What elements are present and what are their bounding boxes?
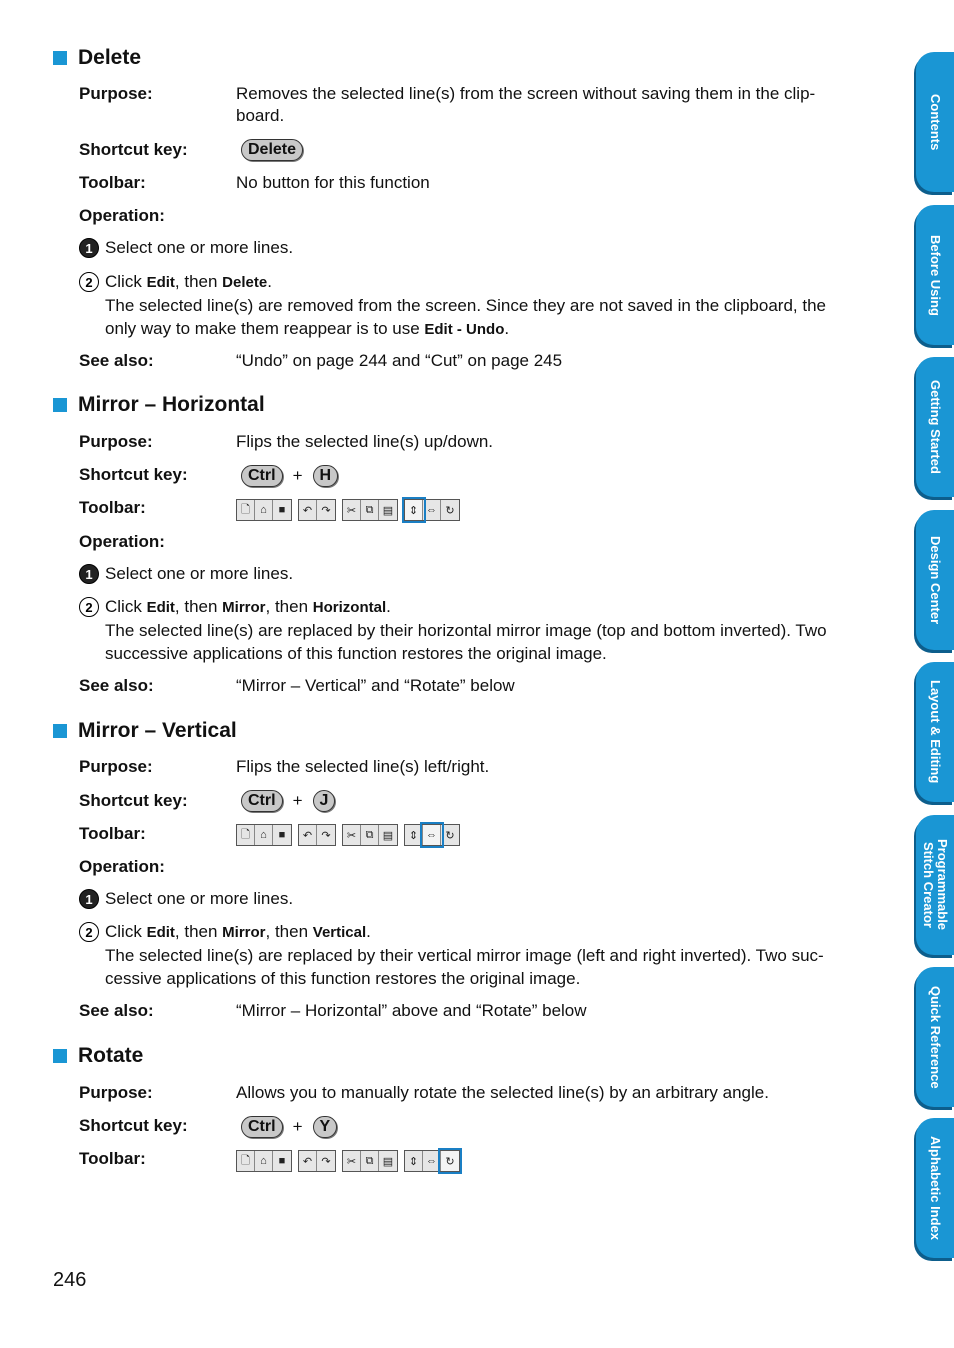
toolbar-transform-group bbox=[404, 1150, 460, 1172]
plus-sign: + bbox=[292, 1117, 303, 1136]
page-number: 246 bbox=[53, 1269, 87, 1291]
operation-label: Operation: bbox=[79, 206, 165, 225]
rotate-icon: ↻ bbox=[441, 1151, 459, 1171]
see-also-label: See also: bbox=[79, 1001, 154, 1020]
purpose-label: Purpose: bbox=[79, 432, 153, 451]
shortcut-keys bbox=[241, 1116, 337, 1138]
key-ctrl: Ctrl bbox=[241, 790, 283, 812]
new-icon: 🗋 bbox=[237, 825, 255, 845]
cut-icon: ✂ bbox=[343, 825, 361, 845]
shortcut-keys bbox=[241, 465, 338, 487]
cut-icon: ✂ bbox=[343, 500, 361, 520]
tab-programmable-stitch-creator[interactable]: Programmable Stitch Creator bbox=[916, 815, 954, 955]
square-bullet-icon bbox=[53, 724, 67, 738]
shortcut-keys bbox=[241, 139, 303, 161]
see-also-text: “Undo” on page 244 and “Cut” on page 245 bbox=[236, 351, 563, 370]
key-h: H bbox=[313, 465, 339, 487]
toolbar-text: No button for this function bbox=[236, 173, 430, 192]
toolbar-transform-group bbox=[404, 499, 460, 521]
tab-layout-editing[interactable]: Layout & Editing bbox=[916, 662, 954, 802]
see-also-label: See also: bbox=[79, 351, 154, 370]
save-icon: ■ bbox=[273, 1151, 291, 1171]
toolbar-clipboard-group bbox=[342, 1150, 398, 1172]
rotate-icon: ↻ bbox=[441, 825, 459, 845]
purpose-text: Flips the selected line(s) left/right. bbox=[236, 757, 490, 776]
toolbar-label: Toolbar: bbox=[79, 1149, 146, 1168]
square-bullet-icon bbox=[53, 51, 67, 65]
new-icon: 🗋 bbox=[237, 1151, 255, 1171]
copy-icon: ⧉ bbox=[361, 1151, 379, 1171]
mirror-horizontal-icon: ⇕ bbox=[405, 1151, 423, 1171]
step-number-2: 2 bbox=[79, 922, 99, 942]
mirror-horizontal-icon: ⇕ bbox=[405, 825, 423, 845]
square-bullet-icon bbox=[53, 398, 67, 412]
step-number-1: 1 bbox=[79, 564, 99, 584]
shortcut-label: Shortcut key: bbox=[79, 140, 188, 159]
redo-icon: ↷ bbox=[317, 500, 335, 520]
section-title-mirror-vertical: Mirror – Vertical bbox=[53, 719, 237, 743]
paste-icon: ▤ bbox=[379, 825, 397, 845]
purpose-label: Purpose: bbox=[79, 757, 153, 776]
rotate-icon: ↻ bbox=[441, 500, 459, 520]
see-also-text: “Mirror – Vertical” and “Rotate” below bbox=[236, 676, 515, 695]
step-number-1: 1 bbox=[79, 889, 99, 909]
open-icon: ⌂ bbox=[255, 500, 273, 520]
plus-sign: + bbox=[292, 791, 303, 810]
key-ctrl: Ctrl bbox=[241, 465, 283, 487]
step-1-text: Select one or more lines. bbox=[105, 238, 294, 257]
key-ctrl: Ctrl bbox=[241, 1116, 283, 1138]
save-icon: ■ bbox=[273, 500, 291, 520]
new-icon: 🗋 bbox=[237, 500, 255, 520]
key-j: J bbox=[313, 790, 336, 812]
step-number-2: 2 bbox=[79, 597, 99, 617]
mirror-horizontal-icon: ⇕ bbox=[405, 500, 423, 520]
step-number-1: 1 bbox=[79, 238, 99, 258]
toolbar-transform-group bbox=[404, 824, 460, 846]
tab-alphabetic-index[interactable]: Alphabetic Index bbox=[916, 1118, 954, 1258]
shortcut-label: Shortcut key: bbox=[79, 791, 188, 810]
paste-icon: ▤ bbox=[379, 500, 397, 520]
toolbar-label: Toolbar: bbox=[79, 498, 146, 517]
toolbar-file-group bbox=[236, 1150, 292, 1172]
section-title-mirror-horizontal: Mirror – Horizontal bbox=[53, 393, 265, 417]
toolbar-clipboard-group bbox=[342, 499, 398, 521]
mirror-vertical-icon: ⇔ bbox=[423, 825, 441, 845]
toolbar-clipboard-group bbox=[342, 824, 398, 846]
purpose-label: Purpose: bbox=[79, 84, 153, 103]
shortcut-label: Shortcut key: bbox=[79, 465, 188, 484]
toolbar-label: Toolbar: bbox=[79, 824, 146, 843]
toolbar-file-group bbox=[236, 824, 292, 846]
toolbar-undo-group bbox=[298, 499, 336, 521]
step-1-text: Select one or more lines. bbox=[105, 564, 294, 583]
purpose-text: Removes the selected line(s) from the screen without saving them in the clip- board. bbox=[236, 84, 816, 125]
toolbar-undo-group bbox=[298, 1150, 336, 1172]
step-2-text: Click Edit, then Mirror, then Horizontal. The selected line(s) are replaced by their horizontal mirror image (top and bottom inverted). Two successive applications of this function restores the original image. bbox=[105, 597, 827, 663]
tab-quick-reference[interactable]: Quick Reference bbox=[916, 967, 954, 1107]
undo-icon: ↶ bbox=[299, 825, 317, 845]
tab-design-center[interactable]: Design Center bbox=[916, 510, 954, 650]
undo-icon: ↶ bbox=[299, 500, 317, 520]
toolbar-undo-group bbox=[298, 824, 336, 846]
tab-getting-started[interactable]: Getting Started bbox=[916, 357, 954, 497]
paste-icon: ▤ bbox=[379, 1151, 397, 1171]
toolbar-label: Toolbar: bbox=[79, 173, 146, 192]
cut-icon: ✂ bbox=[343, 1151, 361, 1171]
mirror-vertical-icon: ⇔ bbox=[423, 500, 441, 520]
step-1-text: Select one or more lines. bbox=[105, 889, 294, 908]
shortcut-label: Shortcut key: bbox=[79, 1116, 188, 1135]
open-icon: ⌂ bbox=[255, 1151, 273, 1171]
key-delete: Delete bbox=[241, 139, 303, 161]
toolbar-file-group bbox=[236, 499, 292, 521]
square-bullet-icon bbox=[53, 1049, 67, 1063]
plus-sign: + bbox=[292, 466, 303, 485]
mirror-vertical-icon: ⇔ bbox=[423, 1151, 441, 1171]
step-2-text: Click Edit, then Delete. The selected line(s) are removed from the screen. Since they are not saved in the clipboard, the only way to make them reappear is to use Edit - Undo. bbox=[105, 272, 826, 338]
step-2-text: Click Edit, then Mirror, then Vertical. The selected line(s) are replaced by their vertical mirror image (left and right inverted). Two suc- cessive applications of this function restores the original image. bbox=[105, 922, 824, 988]
purpose-text: Flips the selected line(s) up/down. bbox=[236, 432, 494, 451]
copy-icon: ⧉ bbox=[361, 500, 379, 520]
operation-label: Operation: bbox=[79, 532, 165, 551]
shortcut-keys bbox=[241, 790, 335, 812]
section-title-rotate: Rotate bbox=[53, 1044, 143, 1068]
step-number-2: 2 bbox=[79, 272, 99, 292]
toolbar-image bbox=[236, 1150, 466, 1172]
purpose-text: Allows you to manually rotate the selected line(s) by an arbitrary angle. bbox=[236, 1083, 769, 1102]
toolbar-image bbox=[236, 824, 466, 846]
operation-label: Operation: bbox=[79, 857, 165, 876]
undo-icon: ↶ bbox=[299, 1151, 317, 1171]
purpose-label: Purpose: bbox=[79, 1083, 153, 1102]
tab-contents[interactable]: Contents bbox=[916, 52, 954, 192]
redo-icon: ↷ bbox=[317, 825, 335, 845]
tab-before-using[interactable]: Before Using bbox=[916, 205, 954, 345]
copy-icon: ⧉ bbox=[361, 825, 379, 845]
see-also-label: See also: bbox=[79, 676, 154, 695]
redo-icon: ↷ bbox=[317, 1151, 335, 1171]
open-icon: ⌂ bbox=[255, 825, 273, 845]
key-y: Y bbox=[313, 1116, 338, 1138]
toolbar-image bbox=[236, 499, 466, 521]
section-title-delete: Delete bbox=[53, 46, 141, 70]
see-also-text: “Mirror – Horizontal” above and “Rotate” below bbox=[236, 1001, 587, 1020]
save-icon: ■ bbox=[273, 825, 291, 845]
